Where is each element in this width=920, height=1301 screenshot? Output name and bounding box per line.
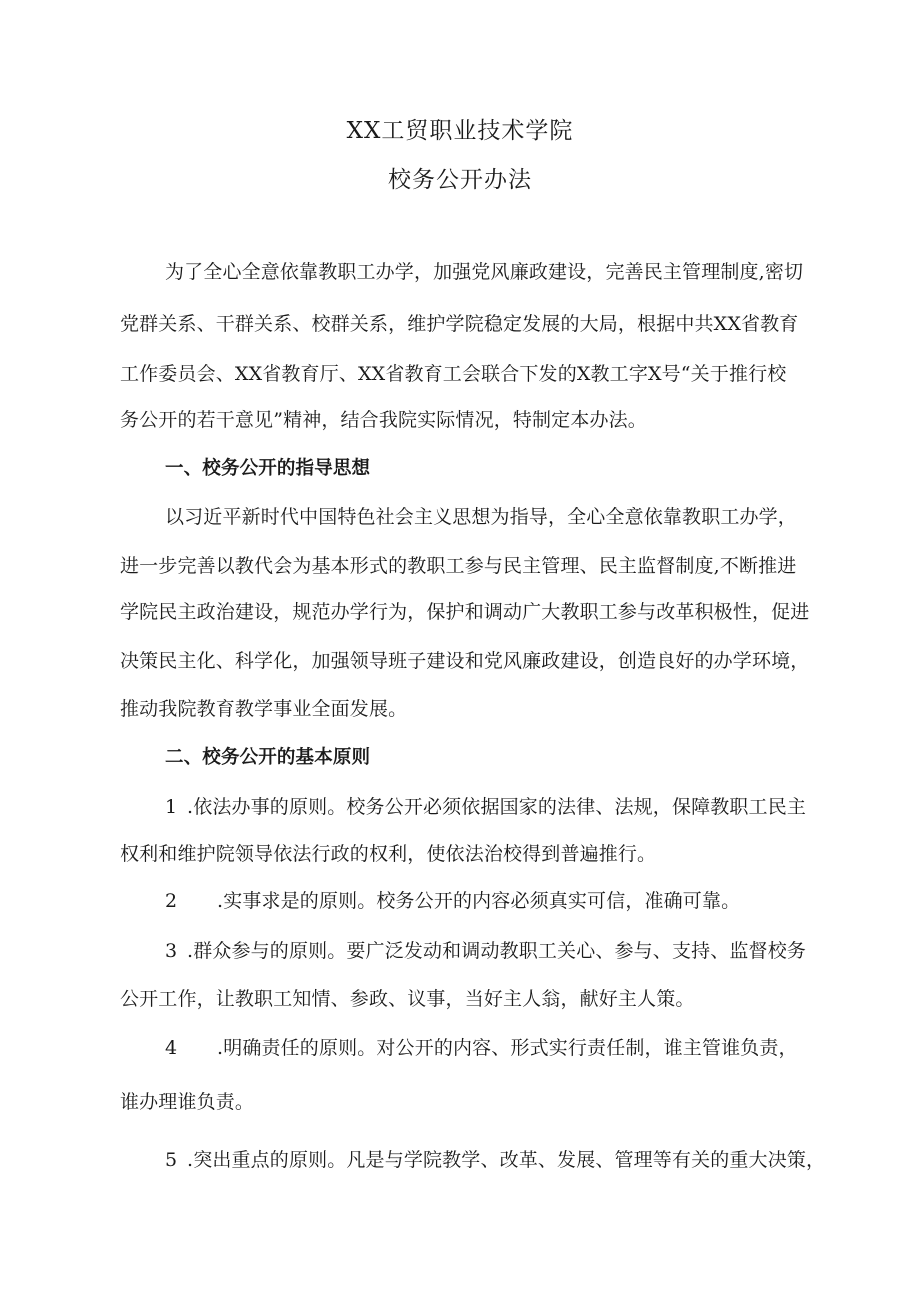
principle-3-line-1 bbox=[165, 938, 806, 964]
principle-1-line-2: 权利和维护院领导依法行政的权利，使依法治校得到普遍推行。 bbox=[120, 843, 657, 865]
principle-4-line-1 bbox=[165, 1035, 798, 1061]
document-title: XX工贸职业技术学院 bbox=[346, 118, 574, 144]
principle-4-line-2: 谁办理谁负责。 bbox=[120, 1091, 255, 1113]
principle-2-number: 2 bbox=[165, 890, 178, 912]
principle-4-text: .明确责任的原则。对公开的内容、形式实行责任制，谁主管谁负责， bbox=[217, 1037, 798, 1059]
section-1-line-4: 决策民主化、科学化，加强领导班子建设和党风廉政建设，创造良好的办学环境， bbox=[120, 650, 810, 672]
document-subtitle: 校务公开办法 bbox=[388, 167, 532, 193]
section-1-line-1: 以习近平新时代中国特色社会主义思想为指导，全心全意依靠教职工办学， bbox=[165, 506, 797, 528]
principle-3-number: 3 bbox=[165, 940, 178, 962]
principle-2-text: .实事求是的原则。校务公开的内容必须真实可信，准确可靠。 bbox=[217, 890, 741, 912]
section-1-line-3: 学院民主政治建设，规范办学行为，保护和调动广大教职工参与改革积极性，促进 bbox=[120, 601, 810, 623]
section-2-heading: 二、校务公开的基本原则 bbox=[165, 747, 371, 768]
principle-5-number: 5 bbox=[165, 1149, 178, 1171]
principle-3-text: .群众参与的原则。要广泛发动和调动教职工关心、参与、支持、监督校务 bbox=[187, 940, 806, 962]
principle-4-number: 4 bbox=[165, 1037, 178, 1059]
principle-5-text: .突出重点的原则。凡是与学院教学、改革、发展、管理等有关的重大决策， bbox=[187, 1149, 826, 1171]
section-1-heading: 一、校务公开的指导思想 bbox=[165, 458, 371, 479]
principle-1-line-1 bbox=[165, 794, 806, 820]
section-1-line-2: 进一步完善以教代会为基本形式的教职工参与民主管理、民主监督制度,不断推进 bbox=[120, 555, 797, 577]
principle-2-line-1 bbox=[165, 888, 740, 914]
principle-1-text: .依法办事的原则。校务公开必须依据国家的法律、法规，保障教职工民主 bbox=[187, 796, 806, 818]
principle-3-line-2: 公开工作，让教职工知情、参政、议事，当好主人翁，献好主人策。 bbox=[120, 988, 695, 1010]
section-1-line-5: 推动我院教育教学事业全面发展。 bbox=[120, 698, 408, 720]
intro-line-2: 党群关系、干群关系、校群关系，维护学院稳定发展的大局，根据中共XX省教育 bbox=[120, 313, 799, 335]
intro-line-4: 务公开的若干意见”精神，结合我院实际情况，特制定本办法。 bbox=[120, 409, 647, 431]
intro-line-1: 为了全心全意依靠教职工办学，加强党风廉政建设，完善民主管理制度,密切 bbox=[165, 261, 804, 283]
intro-line-3: 工作委员会、XX省教育厅、XX省教育工会联合下发的X教工字X号“关于推行校 bbox=[120, 363, 787, 385]
principle-5-line-1 bbox=[165, 1147, 825, 1173]
principle-1-number: 1 bbox=[165, 796, 178, 818]
